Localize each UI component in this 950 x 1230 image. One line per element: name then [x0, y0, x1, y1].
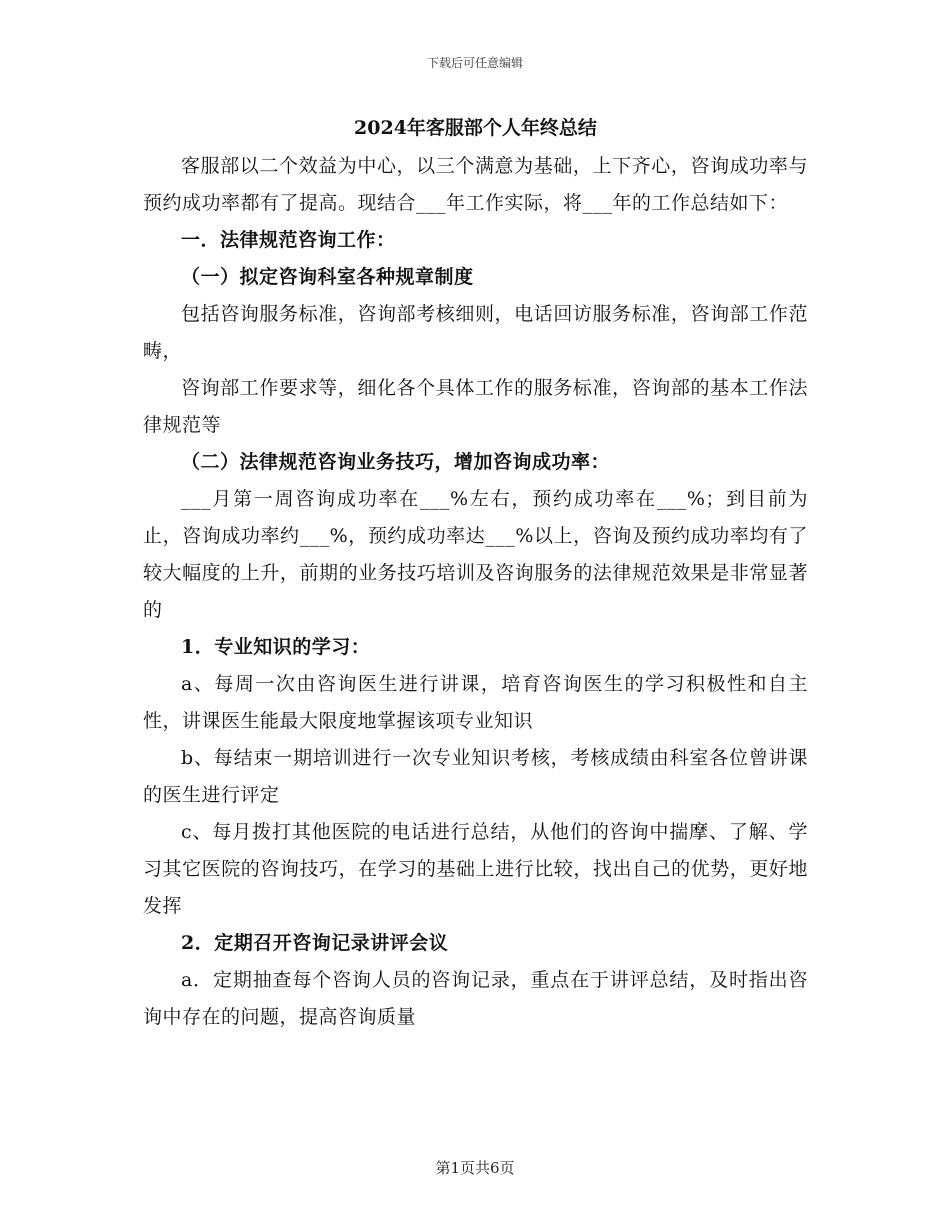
paragraph: b、每结束一期培训进行一次专业知识考核，考核成绩由科室各位曾讲课的医生进行评定	[143, 747, 808, 806]
paragraph: c、每月拨打其他医院的电话进行总结，从他们的咨询中揣摩、了解、学习其它医院的咨询技巧，在学习的基础上进行比较，找出自己的优势，更好地发挥	[143, 821, 808, 917]
numbered-heading-1: 1．专业知识的学习：	[181, 636, 371, 658]
paragraph: ___月第一周咨询成功率在___%左右，预约成功率在___%；到目前为止，咨询成功率约___%，预约成功率达___%以上，咨询及预约成功率均有了较大幅度的上升，前期的业务技巧培训及咨询服务的法律规范效果是非常显著的	[143, 488, 808, 621]
page-header-note: 下载后可任意编辑	[426, 56, 523, 70]
subsection-heading-1: （一）拟定咨询科室各种规章制度	[181, 266, 474, 288]
paragraph: 咨询部工作要求等，细化各个具体工作的服务标准，咨询部的基本工作法律规范等	[143, 377, 808, 436]
paragraph: 包括咨询服务标准，咨询部考核细则，电话回访服务标准，咨询部工作范畴，	[143, 303, 808, 362]
subsection-heading-2: （二）法律规范咨询业务技巧，增加咨询成功率：	[181, 451, 611, 473]
section-heading-1: 一．法律规范咨询工作：	[181, 229, 396, 251]
document-body	[143, 112, 808, 1036]
document-title: 2024年客服部个人年终总结	[354, 117, 597, 139]
intro-paragraph: 客服部以二个效益为中心，以三个满意为基础，上下齐心，咨询成功率与预约成功率都有了提高。现结合___年工作实际，将___年的工作总结如下：	[143, 155, 808, 214]
numbered-heading-2: 2．定期召开咨询记录讲评会议	[181, 932, 449, 954]
paragraph: a、每周一次由咨询医生进行讲课，培育咨询医生的学习积极性和自主性，讲课医生能最大限度地掌握该项专业知识	[143, 673, 808, 732]
paragraph: a．定期抽查每个咨询人员的咨询记录，重点在于讲评总结，及时指出咨询中存在的问题，提高咨询质量	[143, 969, 808, 1028]
page-number: 第1页共6页	[435, 1159, 515, 1177]
